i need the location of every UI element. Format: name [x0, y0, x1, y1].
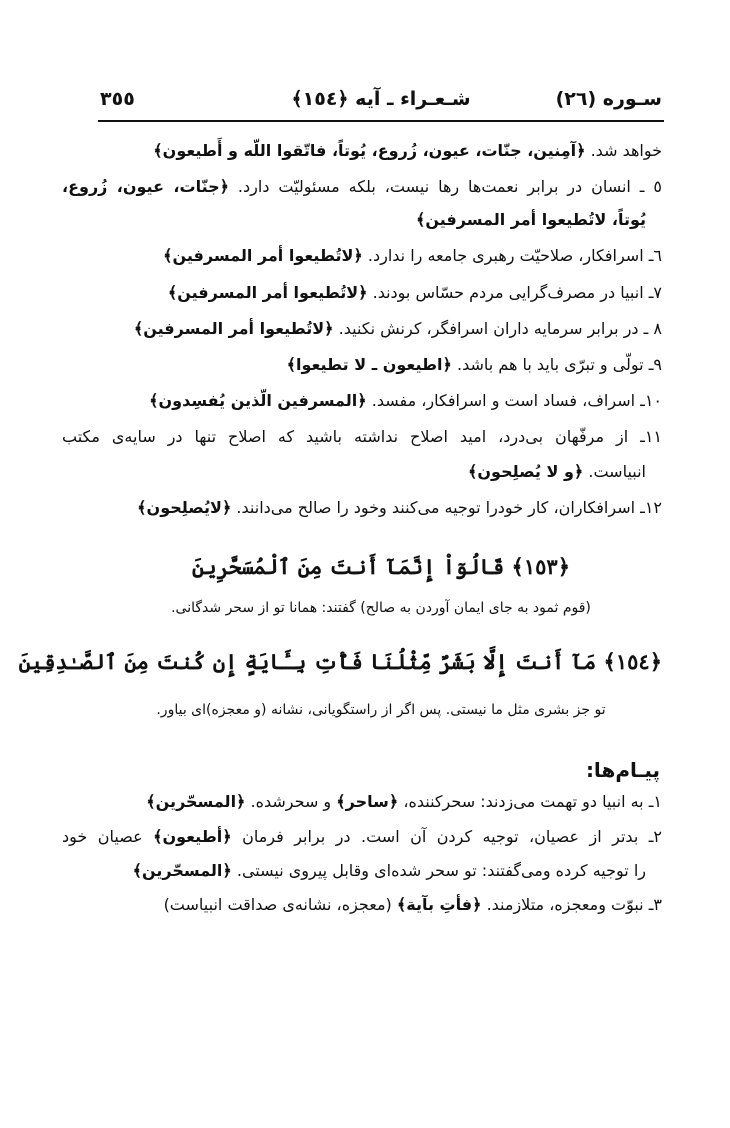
verse-153-arabic: ﴿١٥٣﴾ قَالُوٓاْ إِنَّمَآ أَنتَ مِنَ ٱلْمُسَحَّرِينَ [191, 554, 571, 579]
quran-quote: ﴿فأتِ بآیة﴾ [396, 895, 482, 914]
note-line: خواهد شد. ﴿آمِنین، جنّات، عیون، زُروع، یُوتاً، فاتّقوا اللّه و أَطیعون﴾ [153, 141, 662, 160]
message-line: ٢ـ بدتر از عصیان، توجیه کردن آن است. در برابر فرمان ﴿أطیعون﴾ عصیان خود [62, 827, 663, 846]
quran-quote: ﴿أطیعون﴾ [153, 827, 232, 846]
page-number: ٣٥٥ [100, 88, 135, 110]
note-line: ٥ ـ انسان در برابر نعمت‌ها رها نیست، بلکه مسئولیّت دارد. ﴿جنّات، عیون، زُروع، [62, 177, 662, 196]
quran-quote: ﴿اطیعون ـ لا تطیعوا﴾ [286, 355, 452, 374]
note-line: ١٢ـ اسرافکاران، کار خودرا توجیه می‌کنند وخود را صالح می‌دانند. ﴿لایُصلِحون﴾ [137, 498, 662, 517]
note-line: ٧ـ انبیا در مصرف‌گرایی مردم حسّاس بودند. ﴿لاتُطیعوا أمر المسرفین﴾ [167, 283, 662, 302]
message-line: ١ـ به انبیا دو تهمت می‌زدند: سحرکننده، ﴿ساحر﴾ و سحرشده. ﴿المسحّرین﴾ [146, 792, 662, 811]
note-line: انبیاست. ﴿و لا یُصلِحون﴾ [468, 462, 646, 481]
verse-154-arabic: ﴿١٥٤﴾ مَآ أَنتَ إِلَّا بَشَرٌ مِّثْلُنَا فَأْتِ بِـَٔايَةٍ إِن كُنتَ مِنَ ٱلصَّـٰدِقِينَ [18, 649, 662, 674]
message-line: ٣ـ نبوّت ومعجزه، متلازمند. ﴿فأتِ بآیة﴾ (معجزه، نشانه‌ی صداقت انبیاست) [163, 895, 662, 914]
verse-153-translation: (قوم ثمود به جای ایمان آوردن به صالح) گفتند: همانا تو از سحر شدگانی. [171, 600, 591, 616]
quran-quote: ﴿المسحّرین﴾ [146, 792, 246, 811]
quran-quote: ﴿المسحّرین﴾ [132, 861, 232, 880]
quran-quote: ﴿المسرفین الّذین یُفسِدون﴾ [149, 391, 367, 410]
quran-quote: ﴿لایُصلِحون﴾ [137, 498, 232, 517]
verse-154-translation: تو جز بشری مثل ما نیستی. پس اگر از راستگویانی، نشانه (و معجزه)ای بیاور. [156, 702, 606, 718]
quran-quote: ﴿ساحر﴾ [336, 792, 399, 811]
quran-quote: ﴿لاتُطیعوا أمر المسرفین﴾ [163, 246, 363, 265]
messages-heading: پیـام‌ها: [585, 758, 660, 782]
quran-quote: ﴿جنّات، عیون، زُروع، [62, 177, 230, 196]
note-line: ٦ـ اسرافکار، صلاحیّت رهبری جامعه را ندارد. ﴿لاتُطیعوا أمر المسرفین﴾ [163, 246, 662, 265]
quran-quote: ﴿و لا یُصلِحون﴾ [468, 462, 584, 481]
note-line: ١٠ـ اسراف، فساد است و اسرافکار، مفسد. ﴿المسرفین الّذین یُفسِدون﴾ [149, 391, 662, 410]
quran-quote: ﴿لاتُطیعوا أمر المسرفین﴾ [133, 319, 334, 338]
quran-quote: یُوتاً، لاتُطیعوا أمر المسرفین﴾ [415, 210, 646, 229]
note-line [62, 209, 646, 231]
header-rule [98, 120, 664, 122]
note-line: ٨ ـ در برابر سرمایه داران اسرافگر، کرنش نکنید. ﴿لاتُطیعوا أمر المسرفین﴾ [133, 319, 662, 338]
quran-quote: ﴿لاتُطیعوا أمر المسرفین﴾ [167, 283, 368, 302]
quran-quote: ﴿آمِنین، جنّات، عیون، زُروع، یُوتاً، فاتّقوا اللّه و أَطیعون﴾ [153, 141, 586, 160]
note-line: ٩ـ تولّی و تبرّی باید با هم باشد. ﴿اطیعون ـ لا تطیعوا﴾ [286, 355, 662, 374]
page-header [98, 84, 664, 120]
verse-reference: شـعـراء ـ آیه ﴿١٥٤﴾ [291, 88, 471, 110]
note-line: ١١ـ از مرفّهان بی‌درد، امید اصلاح نداشته باشید که اصلاح تنها در سایه‌ی مکتب [62, 427, 662, 446]
surah-label: سـوره (٢٦) [555, 88, 662, 110]
message-line: را توجیه کرده ومی‌گفتند: تو سحر شده‌ای وقابل پیروی نیستی. ﴿المسحّرین﴾ [132, 861, 646, 880]
